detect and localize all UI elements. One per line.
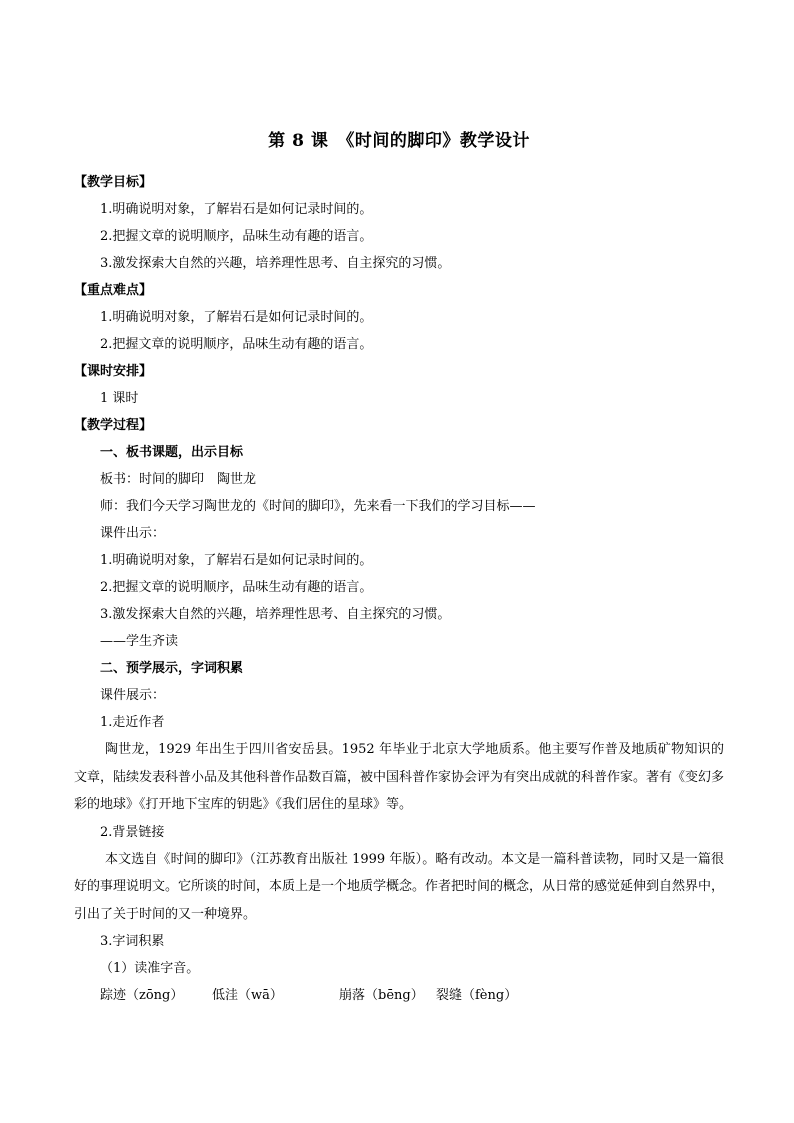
author-heading: 1.走近作者 <box>100 715 165 730</box>
background-heading: 2.背景链接 <box>100 824 165 840</box>
objective-item: 3.激发探索大自然的兴趣，培养理性思考、自主探究的习惯。 <box>100 607 451 622</box>
pinyin-word: 低洼（wā） <box>212 988 283 1003</box>
background-paragraph: 本文选自《时间的脚印》（江苏教育出版社 1999 年版）。略有改动。本文是一篇科普读物，同时又是一篇很好的事理说明文。它所谈的时间，本质上是一个地质学概念。作者把时间的概念，从日常的感觉延伸到自然界中，引出了关于时间的又一种境界。 <box>74 851 725 922</box>
objective-item: 1.明确说明对象，了解岩石是如何记录时间的。 <box>100 553 373 568</box>
author-paragraph: 陶世龙，1929 年出生于四川省安岳县。1952 年毕业于北京大学地质系。他主要写作普及地质矿物知识的文章，陆续发表科普小品及其他科普作品数百篇，被中国科普作家协会评为有突出成就的科普作家。著有《变幻多彩的地球》《打开地下宝库的钥匙》《我们居住的星球》等。 <box>74 742 725 812</box>
goal-item: 1.明确说明对象，了解岩石是如何记录时间的。 <box>100 202 373 217</box>
page-title: 第 8 课 《时间的脚印》教学设计 <box>268 131 530 151</box>
goals-heading: 【教学目标】 <box>74 175 153 190</box>
goal-item: 3.激发探索大自然的兴趣，培养理性思考、自主探究的习惯。 <box>100 256 451 271</box>
pinyin-word: 裂缝（fèng） <box>436 988 518 1003</box>
blackboard-text: 板书：时间的脚印 陶世龙 <box>100 472 257 487</box>
section2-heading: 二、预学展示，字词积累 <box>100 661 244 676</box>
pronounce-heading: （1）读准字音。 <box>100 961 200 976</box>
courseware-label: 课件出示： <box>100 526 166 541</box>
objective-item: 2.把握文章的说明顺序，品味生动有趣的语言。 <box>100 580 373 595</box>
keypoint-item: 1.明确说明对象，了解岩石是如何记录时间的。 <box>100 310 373 325</box>
courseware-label: 课件展示： <box>100 688 166 703</box>
goal-item: 2.把握文章的说明顺序，品味生动有趣的语言。 <box>100 229 373 244</box>
schedule-text: 1 课时 <box>100 391 139 406</box>
section1-heading: 一、板书课题，出示目标 <box>100 445 244 460</box>
teacher-text: 师：我们今天学习陶世龙的《时间的脚印》，先来看一下我们的学习目标—— <box>100 499 536 514</box>
vocab-heading: 3.字词积累 <box>100 934 165 949</box>
schedule-heading: 【课时安排】 <box>74 364 153 379</box>
pinyin-word: 踪迹（zōng） <box>100 988 184 1003</box>
keypoint-item: 2.把握文章的说明顺序，品味生动有趣的语言。 <box>100 337 373 352</box>
reading-note: ——学生齐读 <box>100 634 179 649</box>
pinyin-word: 崩落（bēng） <box>339 988 424 1003</box>
keypoints-heading: 【重点难点】 <box>74 283 153 298</box>
process-heading: 【教学过程】 <box>74 418 153 433</box>
pinyin-word-row <box>74 982 724 1009</box>
